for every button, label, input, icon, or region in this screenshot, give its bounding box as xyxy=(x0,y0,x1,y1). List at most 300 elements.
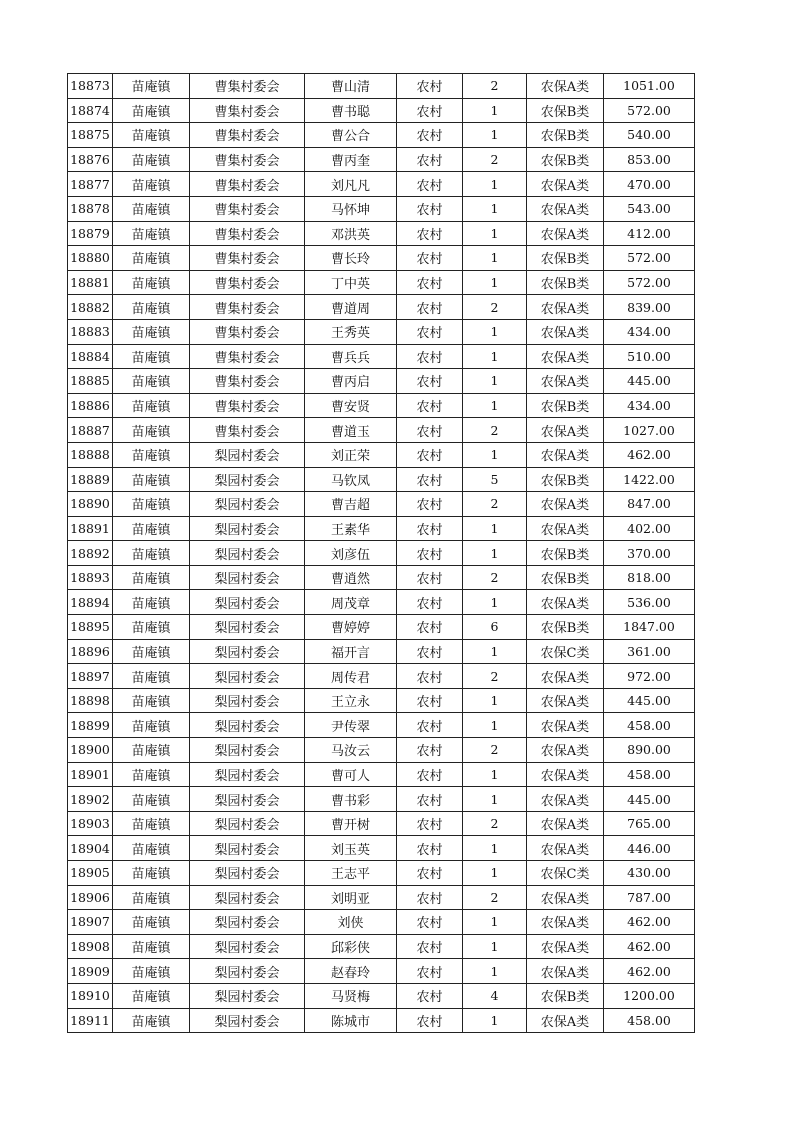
insurance-category-cell: 农保A类 xyxy=(527,172,604,197)
town-cell: 苗庵镇 xyxy=(113,910,190,935)
household-type-cell: 农村 xyxy=(397,762,463,787)
village-committee-cell: 梨园村委会 xyxy=(190,983,305,1008)
village-committee-cell: 曹集村委会 xyxy=(190,344,305,369)
insurance-category-cell: 农保A类 xyxy=(527,344,604,369)
household-size-cell: 2 xyxy=(463,664,527,689)
amount-cell: 446.00 xyxy=(604,836,695,861)
record-id-cell: 18910 xyxy=(68,983,113,1008)
insurance-category-cell: 农保B类 xyxy=(527,393,604,418)
record-id-cell: 18901 xyxy=(68,762,113,787)
household-size-cell: 2 xyxy=(463,885,527,910)
household-size-cell: 5 xyxy=(463,467,527,492)
insurance-category-cell: 农保A类 xyxy=(527,664,604,689)
person-name-cell: 刘侠 xyxy=(305,910,397,935)
table-row xyxy=(68,270,695,295)
household-size-cell: 1 xyxy=(463,270,527,295)
amount-cell: 462.00 xyxy=(604,910,695,935)
household-type-cell: 农村 xyxy=(397,836,463,861)
household-type-cell: 农村 xyxy=(397,147,463,172)
household-type-cell: 农村 xyxy=(397,246,463,271)
village-committee-cell: 梨园村委会 xyxy=(190,590,305,615)
insurance-category-cell: 农保A类 xyxy=(527,74,604,99)
village-committee-cell: 梨园村委会 xyxy=(190,467,305,492)
record-id-cell: 18887 xyxy=(68,418,113,443)
person-name-cell: 尹传翠 xyxy=(305,713,397,738)
table-row xyxy=(68,74,695,99)
person-name-cell: 王志平 xyxy=(305,861,397,886)
insurance-category-cell: 农保A类 xyxy=(527,1008,604,1033)
village-committee-cell: 梨园村委会 xyxy=(190,861,305,886)
insurance-category-cell: 农保A类 xyxy=(527,196,604,221)
household-size-cell: 1 xyxy=(463,688,527,713)
household-type-cell: 农村 xyxy=(397,688,463,713)
amount-cell: 361.00 xyxy=(604,639,695,664)
person-name-cell: 丁中英 xyxy=(305,270,397,295)
town-cell: 苗庵镇 xyxy=(113,811,190,836)
table-row xyxy=(68,861,695,886)
village-committee-cell: 梨园村委会 xyxy=(190,959,305,984)
household-size-cell: 1 xyxy=(463,910,527,935)
household-type-cell: 农村 xyxy=(397,295,463,320)
table-row xyxy=(68,959,695,984)
amount-cell: 445.00 xyxy=(604,787,695,812)
record-id-cell: 18902 xyxy=(68,787,113,812)
amount-cell: 370.00 xyxy=(604,541,695,566)
record-id-cell: 18892 xyxy=(68,541,113,566)
amount-cell: 847.00 xyxy=(604,492,695,517)
person-name-cell: 刘明亚 xyxy=(305,885,397,910)
amount-cell: 470.00 xyxy=(604,172,695,197)
village-committee-cell: 曹集村委会 xyxy=(190,123,305,148)
amount-cell: 853.00 xyxy=(604,147,695,172)
town-cell: 苗庵镇 xyxy=(113,713,190,738)
amount-cell: 462.00 xyxy=(604,934,695,959)
town-cell: 苗庵镇 xyxy=(113,393,190,418)
person-name-cell: 曹长玲 xyxy=(305,246,397,271)
table-row xyxy=(68,147,695,172)
person-name-cell: 曹丙奎 xyxy=(305,147,397,172)
table-row xyxy=(68,1008,695,1033)
amount-cell: 787.00 xyxy=(604,885,695,910)
village-committee-cell: 曹集村委会 xyxy=(190,418,305,443)
table-row xyxy=(68,516,695,541)
village-committee-cell: 曹集村委会 xyxy=(190,393,305,418)
village-committee-cell: 曹集村委会 xyxy=(190,196,305,221)
table-row xyxy=(68,98,695,123)
household-size-cell: 1 xyxy=(463,934,527,959)
record-id-cell: 18893 xyxy=(68,565,113,590)
insurance-category-cell: 农保A类 xyxy=(527,295,604,320)
record-id-cell: 18899 xyxy=(68,713,113,738)
household-size-cell: 1 xyxy=(463,516,527,541)
record-id-cell: 18905 xyxy=(68,861,113,886)
insurance-category-cell: 农保B类 xyxy=(527,270,604,295)
person-name-cell: 曹道玉 xyxy=(305,418,397,443)
person-name-cell: 福开言 xyxy=(305,639,397,664)
household-type-cell: 农村 xyxy=(397,1008,463,1033)
person-name-cell: 曹吉超 xyxy=(305,492,397,517)
record-id-cell: 18911 xyxy=(68,1008,113,1033)
town-cell: 苗庵镇 xyxy=(113,762,190,787)
amount-cell: 458.00 xyxy=(604,713,695,738)
table-row xyxy=(68,196,695,221)
amount-cell: 572.00 xyxy=(604,98,695,123)
town-cell: 苗庵镇 xyxy=(113,246,190,271)
insurance-category-cell: 农保B类 xyxy=(527,565,604,590)
village-committee-cell: 梨园村委会 xyxy=(190,615,305,640)
town-cell: 苗庵镇 xyxy=(113,959,190,984)
record-id-cell: 18874 xyxy=(68,98,113,123)
amount-cell: 536.00 xyxy=(604,590,695,615)
town-cell: 苗庵镇 xyxy=(113,196,190,221)
table-row xyxy=(68,934,695,959)
village-committee-cell: 曹集村委会 xyxy=(190,270,305,295)
village-committee-cell: 梨园村委会 xyxy=(190,541,305,566)
amount-cell: 540.00 xyxy=(604,123,695,148)
record-id-cell: 18878 xyxy=(68,196,113,221)
record-id-cell: 18886 xyxy=(68,393,113,418)
record-id-cell: 18909 xyxy=(68,959,113,984)
amount-cell: 412.00 xyxy=(604,221,695,246)
household-type-cell: 农村 xyxy=(397,319,463,344)
town-cell: 苗庵镇 xyxy=(113,565,190,590)
insurance-category-cell: 农保A类 xyxy=(527,762,604,787)
record-id-cell: 18885 xyxy=(68,369,113,394)
person-name-cell: 陈城市 xyxy=(305,1008,397,1033)
amount-cell: 1051.00 xyxy=(604,74,695,99)
town-cell: 苗庵镇 xyxy=(113,1008,190,1033)
village-committee-cell: 梨园村委会 xyxy=(190,787,305,812)
household-size-cell: 1 xyxy=(463,221,527,246)
table-row xyxy=(68,295,695,320)
person-name-cell: 马汝云 xyxy=(305,738,397,763)
table-row xyxy=(68,123,695,148)
insurance-category-cell: 农保A类 xyxy=(527,811,604,836)
village-committee-cell: 梨园村委会 xyxy=(190,565,305,590)
record-id-cell: 18896 xyxy=(68,639,113,664)
table-row xyxy=(68,565,695,590)
insurance-category-cell: 农保B类 xyxy=(527,98,604,123)
household-type-cell: 农村 xyxy=(397,369,463,394)
town-cell: 苗庵镇 xyxy=(113,885,190,910)
village-committee-cell: 梨园村委会 xyxy=(190,885,305,910)
record-id-cell: 18906 xyxy=(68,885,113,910)
person-name-cell: 赵春玲 xyxy=(305,959,397,984)
household-size-cell: 1 xyxy=(463,319,527,344)
amount-cell: 972.00 xyxy=(604,664,695,689)
household-size-cell: 1 xyxy=(463,639,527,664)
village-committee-cell: 曹集村委会 xyxy=(190,98,305,123)
record-id-cell: 18873 xyxy=(68,74,113,99)
town-cell: 苗庵镇 xyxy=(113,688,190,713)
village-committee-cell: 梨园村委会 xyxy=(190,738,305,763)
household-type-cell: 农村 xyxy=(397,98,463,123)
amount-cell: 445.00 xyxy=(604,369,695,394)
household-type-cell: 农村 xyxy=(397,418,463,443)
town-cell: 苗庵镇 xyxy=(113,492,190,517)
town-cell: 苗庵镇 xyxy=(113,590,190,615)
person-name-cell: 曹开树 xyxy=(305,811,397,836)
table-row xyxy=(68,910,695,935)
insurance-category-cell: 农保A类 xyxy=(527,787,604,812)
insurance-category-cell: 农保A类 xyxy=(527,369,604,394)
village-committee-cell: 梨园村委会 xyxy=(190,836,305,861)
person-name-cell: 曹书聪 xyxy=(305,98,397,123)
town-cell: 苗庵镇 xyxy=(113,467,190,492)
person-name-cell: 曹安贤 xyxy=(305,393,397,418)
amount-cell: 1200.00 xyxy=(604,983,695,1008)
insurance-category-cell: 农保A类 xyxy=(527,418,604,443)
amount-cell: 572.00 xyxy=(604,270,695,295)
town-cell: 苗庵镇 xyxy=(113,615,190,640)
village-committee-cell: 曹集村委会 xyxy=(190,74,305,99)
table-row xyxy=(68,221,695,246)
table-row xyxy=(68,885,695,910)
household-size-cell: 1 xyxy=(463,369,527,394)
village-committee-cell: 梨园村委会 xyxy=(190,688,305,713)
record-id-cell: 18894 xyxy=(68,590,113,615)
person-name-cell: 曹道周 xyxy=(305,295,397,320)
household-size-cell: 1 xyxy=(463,123,527,148)
amount-cell: 543.00 xyxy=(604,196,695,221)
table-row xyxy=(68,369,695,394)
village-committee-cell: 曹集村委会 xyxy=(190,369,305,394)
record-id-cell: 18888 xyxy=(68,442,113,467)
insurance-category-cell: 农保A类 xyxy=(527,885,604,910)
insurance-category-cell: 农保C类 xyxy=(527,861,604,886)
insurance-category-cell: 农保C类 xyxy=(527,639,604,664)
town-cell: 苗庵镇 xyxy=(113,295,190,320)
record-id-cell: 18897 xyxy=(68,664,113,689)
village-committee-cell: 梨园村委会 xyxy=(190,516,305,541)
household-type-cell: 农村 xyxy=(397,811,463,836)
household-type-cell: 农村 xyxy=(397,934,463,959)
table-row xyxy=(68,442,695,467)
person-name-cell: 刘凡凡 xyxy=(305,172,397,197)
amount-cell: 462.00 xyxy=(604,959,695,984)
record-id-cell: 18898 xyxy=(68,688,113,713)
town-cell: 苗庵镇 xyxy=(113,147,190,172)
household-size-cell: 2 xyxy=(463,738,527,763)
village-committee-cell: 曹集村委会 xyxy=(190,172,305,197)
insurance-category-cell: 农保A类 xyxy=(527,713,604,738)
record-id-cell: 18876 xyxy=(68,147,113,172)
village-committee-cell: 曹集村委会 xyxy=(190,246,305,271)
household-type-cell: 农村 xyxy=(397,565,463,590)
record-id-cell: 18879 xyxy=(68,221,113,246)
table-row xyxy=(68,418,695,443)
table-row xyxy=(68,541,695,566)
person-name-cell: 曹山清 xyxy=(305,74,397,99)
household-size-cell: 2 xyxy=(463,811,527,836)
insurance-category-cell: 农保A类 xyxy=(527,221,604,246)
town-cell: 苗庵镇 xyxy=(113,934,190,959)
household-size-cell: 1 xyxy=(463,344,527,369)
amount-cell: 765.00 xyxy=(604,811,695,836)
insurance-category-cell: 农保A类 xyxy=(527,442,604,467)
household-size-cell: 1 xyxy=(463,246,527,271)
amount-cell: 434.00 xyxy=(604,319,695,344)
insurance-category-cell: 农保B类 xyxy=(527,246,604,271)
person-name-cell: 马贤梅 xyxy=(305,983,397,1008)
village-committee-cell: 梨园村委会 xyxy=(190,910,305,935)
household-size-cell: 2 xyxy=(463,74,527,99)
table-row xyxy=(68,344,695,369)
household-size-cell: 1 xyxy=(463,541,527,566)
record-id-cell: 18883 xyxy=(68,319,113,344)
village-committee-cell: 梨园村委会 xyxy=(190,639,305,664)
household-type-cell: 农村 xyxy=(397,123,463,148)
amount-cell: 890.00 xyxy=(604,738,695,763)
insurance-category-cell: 农保B类 xyxy=(527,615,604,640)
amount-cell: 1422.00 xyxy=(604,467,695,492)
household-type-cell: 农村 xyxy=(397,590,463,615)
record-id-cell: 18900 xyxy=(68,738,113,763)
record-id-cell: 18908 xyxy=(68,934,113,959)
table-row xyxy=(68,738,695,763)
record-id-cell: 18904 xyxy=(68,836,113,861)
insurance-category-cell: 农保A类 xyxy=(527,738,604,763)
household-type-cell: 农村 xyxy=(397,221,463,246)
insurance-category-cell: 农保A类 xyxy=(527,688,604,713)
record-id-cell: 18903 xyxy=(68,811,113,836)
household-size-cell: 1 xyxy=(463,787,527,812)
village-committee-cell: 梨园村委会 xyxy=(190,442,305,467)
town-cell: 苗庵镇 xyxy=(113,664,190,689)
village-committee-cell: 梨园村委会 xyxy=(190,713,305,738)
household-size-cell: 4 xyxy=(463,983,527,1008)
person-name-cell: 王素华 xyxy=(305,516,397,541)
household-size-cell: 1 xyxy=(463,196,527,221)
household-size-cell: 1 xyxy=(463,836,527,861)
insurance-category-cell: 农保A类 xyxy=(527,910,604,935)
record-id-cell: 18907 xyxy=(68,910,113,935)
town-cell: 苗庵镇 xyxy=(113,541,190,566)
table-row xyxy=(68,319,695,344)
household-size-cell: 1 xyxy=(463,713,527,738)
village-committee-cell: 梨园村委会 xyxy=(190,762,305,787)
person-name-cell: 周茂章 xyxy=(305,590,397,615)
amount-cell: 572.00 xyxy=(604,246,695,271)
table-row xyxy=(68,393,695,418)
household-type-cell: 农村 xyxy=(397,738,463,763)
table-row xyxy=(68,787,695,812)
town-cell: 苗庵镇 xyxy=(113,221,190,246)
household-type-cell: 农村 xyxy=(397,467,463,492)
person-name-cell: 刘彦伍 xyxy=(305,541,397,566)
person-name-cell: 曹公合 xyxy=(305,123,397,148)
town-cell: 苗庵镇 xyxy=(113,418,190,443)
village-committee-cell: 曹集村委会 xyxy=(190,295,305,320)
household-type-cell: 农村 xyxy=(397,959,463,984)
table-row xyxy=(68,836,695,861)
record-id-cell: 18881 xyxy=(68,270,113,295)
household-type-cell: 农村 xyxy=(397,664,463,689)
record-id-cell: 18877 xyxy=(68,172,113,197)
record-id-cell: 18895 xyxy=(68,615,113,640)
household-size-cell: 1 xyxy=(463,590,527,615)
household-type-cell: 农村 xyxy=(397,516,463,541)
insurance-category-cell: 农保A类 xyxy=(527,319,604,344)
record-id-cell: 18884 xyxy=(68,344,113,369)
record-id-cell: 18880 xyxy=(68,246,113,271)
amount-cell: 510.00 xyxy=(604,344,695,369)
insurance-category-cell: 农保B类 xyxy=(527,147,604,172)
household-type-cell: 农村 xyxy=(397,910,463,935)
household-type-cell: 农村 xyxy=(397,74,463,99)
person-name-cell: 曹可人 xyxy=(305,762,397,787)
town-cell: 苗庵镇 xyxy=(113,369,190,394)
person-name-cell: 王立永 xyxy=(305,688,397,713)
person-name-cell: 曹兵兵 xyxy=(305,344,397,369)
town-cell: 苗庵镇 xyxy=(113,270,190,295)
insurance-category-cell: 农保B类 xyxy=(527,541,604,566)
person-name-cell: 刘玉英 xyxy=(305,836,397,861)
insurance-category-cell: 农保A类 xyxy=(527,590,604,615)
household-size-cell: 2 xyxy=(463,295,527,320)
insurance-category-cell: 农保A类 xyxy=(527,959,604,984)
table-row xyxy=(68,246,695,271)
town-cell: 苗庵镇 xyxy=(113,639,190,664)
household-type-cell: 农村 xyxy=(397,885,463,910)
subsidy-table xyxy=(67,73,695,1033)
person-name-cell: 邓洪英 xyxy=(305,221,397,246)
village-committee-cell: 曹集村委会 xyxy=(190,319,305,344)
table-row xyxy=(68,762,695,787)
person-name-cell: 马钦凤 xyxy=(305,467,397,492)
table-row xyxy=(68,492,695,517)
household-size-cell: 2 xyxy=(463,418,527,443)
town-cell: 苗庵镇 xyxy=(113,983,190,1008)
record-id-cell: 18882 xyxy=(68,295,113,320)
record-id-cell: 18875 xyxy=(68,123,113,148)
town-cell: 苗庵镇 xyxy=(113,98,190,123)
amount-cell: 458.00 xyxy=(604,1008,695,1033)
amount-cell: 458.00 xyxy=(604,762,695,787)
household-size-cell: 2 xyxy=(463,565,527,590)
insurance-category-cell: 农保A类 xyxy=(527,492,604,517)
village-committee-cell: 曹集村委会 xyxy=(190,221,305,246)
household-type-cell: 农村 xyxy=(397,983,463,1008)
household-size-cell: 2 xyxy=(463,492,527,517)
household-type-cell: 农村 xyxy=(397,172,463,197)
amount-cell: 434.00 xyxy=(604,393,695,418)
village-committee-cell: 梨园村委会 xyxy=(190,492,305,517)
person-name-cell: 曹书彩 xyxy=(305,787,397,812)
household-size-cell: 1 xyxy=(463,762,527,787)
insurance-category-cell: 农保B类 xyxy=(527,123,604,148)
household-size-cell: 1 xyxy=(463,959,527,984)
table-row xyxy=(68,467,695,492)
table-row xyxy=(68,172,695,197)
amount-cell: 462.00 xyxy=(604,442,695,467)
amount-cell: 839.00 xyxy=(604,295,695,320)
insurance-category-cell: 农保B类 xyxy=(527,983,604,1008)
town-cell: 苗庵镇 xyxy=(113,861,190,886)
town-cell: 苗庵镇 xyxy=(113,172,190,197)
table-row xyxy=(68,639,695,664)
table-row xyxy=(68,590,695,615)
person-name-cell: 周传君 xyxy=(305,664,397,689)
town-cell: 苗庵镇 xyxy=(113,787,190,812)
household-type-cell: 农村 xyxy=(397,442,463,467)
record-id-cell: 18889 xyxy=(68,467,113,492)
household-type-cell: 农村 xyxy=(397,541,463,566)
table-body xyxy=(68,74,695,1033)
household-type-cell: 农村 xyxy=(397,639,463,664)
household-type-cell: 农村 xyxy=(397,492,463,517)
town-cell: 苗庵镇 xyxy=(113,319,190,344)
